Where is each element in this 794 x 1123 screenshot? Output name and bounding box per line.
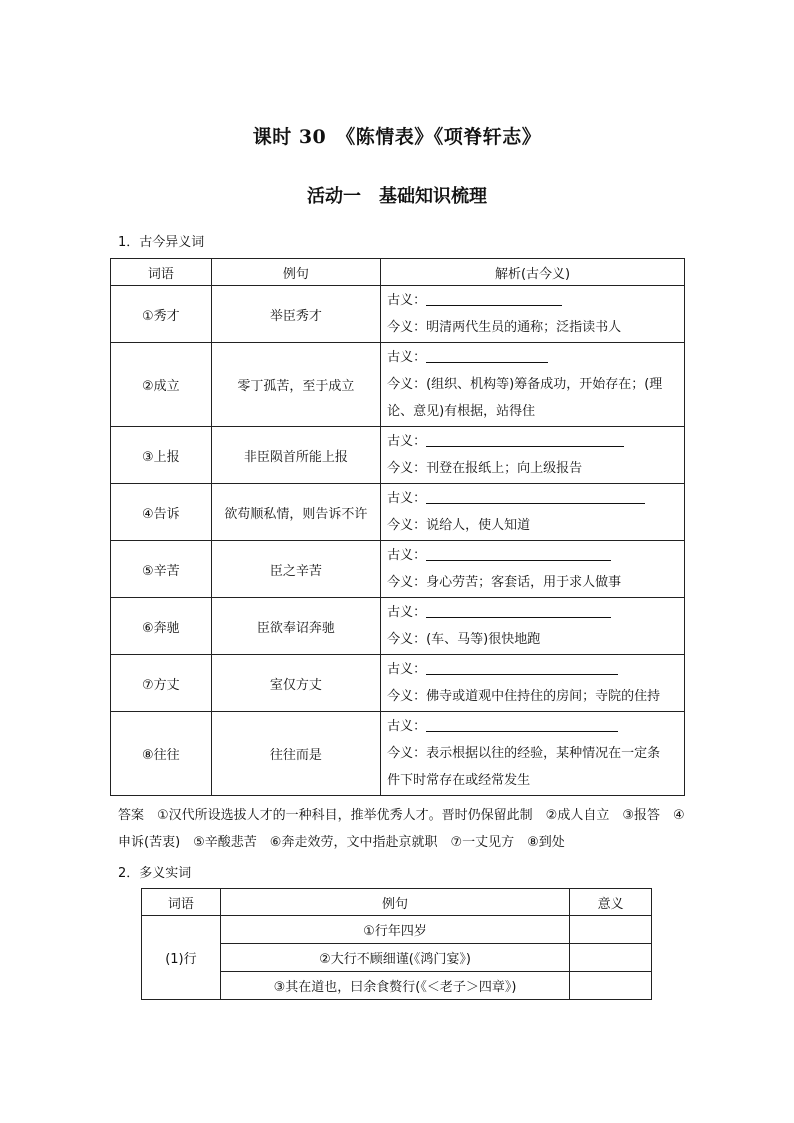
answer-blank	[426, 660, 618, 675]
example-cell: 臣欲奉诏奔驰	[211, 598, 380, 655]
table-row	[111, 427, 685, 484]
jin-meaning: 说给人，使人知道	[426, 518, 531, 533]
jin-meaning: 佛寺或道观中住持住的房间；寺院的住持	[426, 689, 661, 704]
example-cell: ②大行不顾细谨(《鸿门宴》)	[220, 944, 569, 972]
gu-label: 古义：	[387, 293, 427, 308]
table-row	[111, 541, 685, 598]
answer-text: ①汉代所设选拔人才的一种科目，推举优秀人才。晋时仍保留此制 ②成人自立 ③报答 ④申诉(苦衷) ⑤辛酸悲苦 ⑥奔走效劳，文中指赴京就职 ⑦一丈见方 ⑧到处	[118, 808, 685, 850]
answer-blank	[426, 603, 611, 618]
polysemy-table	[141, 888, 652, 1000]
table-row	[111, 655, 685, 712]
jin-label: 今义：	[387, 746, 427, 761]
example-cell: 往往而是	[211, 712, 380, 796]
answer-blank	[426, 291, 562, 306]
column-header-meaning: 意义	[570, 889, 652, 916]
example-cell: 室仅方丈	[211, 655, 380, 712]
jin-meaning: 明清两代生员的通称；泛指读书人	[426, 320, 622, 335]
jin-label: 今义：	[387, 377, 427, 392]
example-cell: 非臣陨首所能上报	[211, 427, 380, 484]
gu-label: 古义：	[387, 662, 427, 677]
analysis-cell	[381, 541, 685, 598]
analysis-cell	[381, 286, 685, 343]
jin-meaning: (组织、机构等)筹备成功，开始存在；(理	[426, 377, 663, 392]
word-cell: ①秀才	[111, 286, 212, 343]
gu-label: 古义：	[387, 548, 427, 563]
answer-blank	[426, 432, 624, 447]
meaning-blank-cell	[570, 944, 652, 972]
column-header-example: 例句	[211, 259, 380, 286]
jin-meaning: 表示根据以往的经验，某种情况在一定条	[426, 746, 661, 761]
answer-blank	[426, 546, 611, 561]
example-cell: 举臣秀才	[211, 286, 380, 343]
activity-heading: 活动一 基础知识梳理	[307, 186, 487, 207]
word-cell: ⑥奔驰	[111, 598, 212, 655]
gu-label: 古义：	[387, 434, 427, 449]
column-header-word: 词语	[142, 889, 221, 916]
table-row	[142, 916, 652, 944]
meaning-blank-cell	[570, 972, 652, 1000]
word-cell: ③上报	[111, 427, 212, 484]
column-header-word: 词语	[111, 259, 212, 286]
jin-label: 今义：	[387, 632, 427, 647]
word-cell: ⑧往往	[111, 712, 212, 796]
example-cell: 零丁孤苦，至于成立	[211, 343, 380, 427]
answer-blank	[426, 489, 645, 504]
answer-blank	[426, 717, 618, 732]
analysis-cell	[381, 343, 685, 427]
table-row	[111, 484, 685, 541]
analysis-cell	[381, 427, 685, 484]
example-cell: 臣之辛苦	[211, 541, 380, 598]
example-cell: ①行年四岁	[220, 916, 569, 944]
column-header-example: 例句	[220, 889, 569, 916]
jin-label: 今义：	[387, 575, 427, 590]
section-heading-archaic-words: 1．古今异义词	[118, 235, 205, 250]
jin-label: 今义：	[387, 461, 427, 476]
answer-label: 答案	[118, 808, 145, 823]
analysis-cell	[381, 598, 685, 655]
word-cell: (1)行	[142, 916, 221, 1000]
gu-label: 古义：	[387, 605, 427, 620]
example-cell: 欲苟顺私情，则告诉不许	[211, 484, 380, 541]
word-cell: ④告诉	[111, 484, 212, 541]
analysis-cell	[381, 484, 685, 541]
jin-label: 今义：	[387, 320, 427, 335]
gu-label: 古义：	[387, 350, 427, 365]
word-cell: ⑤辛苦	[111, 541, 212, 598]
column-header-analysis: 解析(古今义)	[381, 259, 685, 286]
jin-meaning: 身心劳苦；客套话，用于求人做事	[426, 575, 622, 590]
analysis-cell	[381, 655, 685, 712]
example-cell: ③其在道也，曰余食赘行(《＜老子＞四章》)	[220, 972, 569, 1000]
gu-label: 古义：	[387, 719, 427, 734]
archaic-meaning-table	[110, 258, 685, 796]
table-row	[111, 598, 685, 655]
jin-meaning-continued: 论、意见)有根据，站得住	[387, 404, 536, 419]
jin-meaning: (车、马等)很快地跑	[426, 632, 541, 647]
word-cell: ②成立	[111, 343, 212, 427]
word-cell: ⑦方丈	[111, 655, 212, 712]
table-row	[111, 712, 685, 796]
answer-block	[118, 802, 686, 856]
page-title: 课时 30 《陈情表》《项脊轩志》	[252, 126, 542, 148]
section-heading-polysemy: 2．多义实词	[118, 866, 192, 881]
table-header-row	[111, 259, 685, 286]
table-row	[111, 343, 685, 427]
meaning-blank-cell	[570, 916, 652, 944]
jin-label: 今义：	[387, 689, 427, 704]
table-header-row	[142, 889, 652, 916]
answer-blank	[426, 348, 548, 363]
jin-meaning: 刊登在报纸上；向上级报告	[426, 461, 583, 476]
jin-meaning-continued: 件下时常存在或经常发生	[387, 773, 531, 788]
jin-label: 今义：	[387, 518, 427, 533]
analysis-cell	[381, 712, 685, 796]
table-row	[111, 286, 685, 343]
gu-label: 古义：	[387, 491, 427, 506]
